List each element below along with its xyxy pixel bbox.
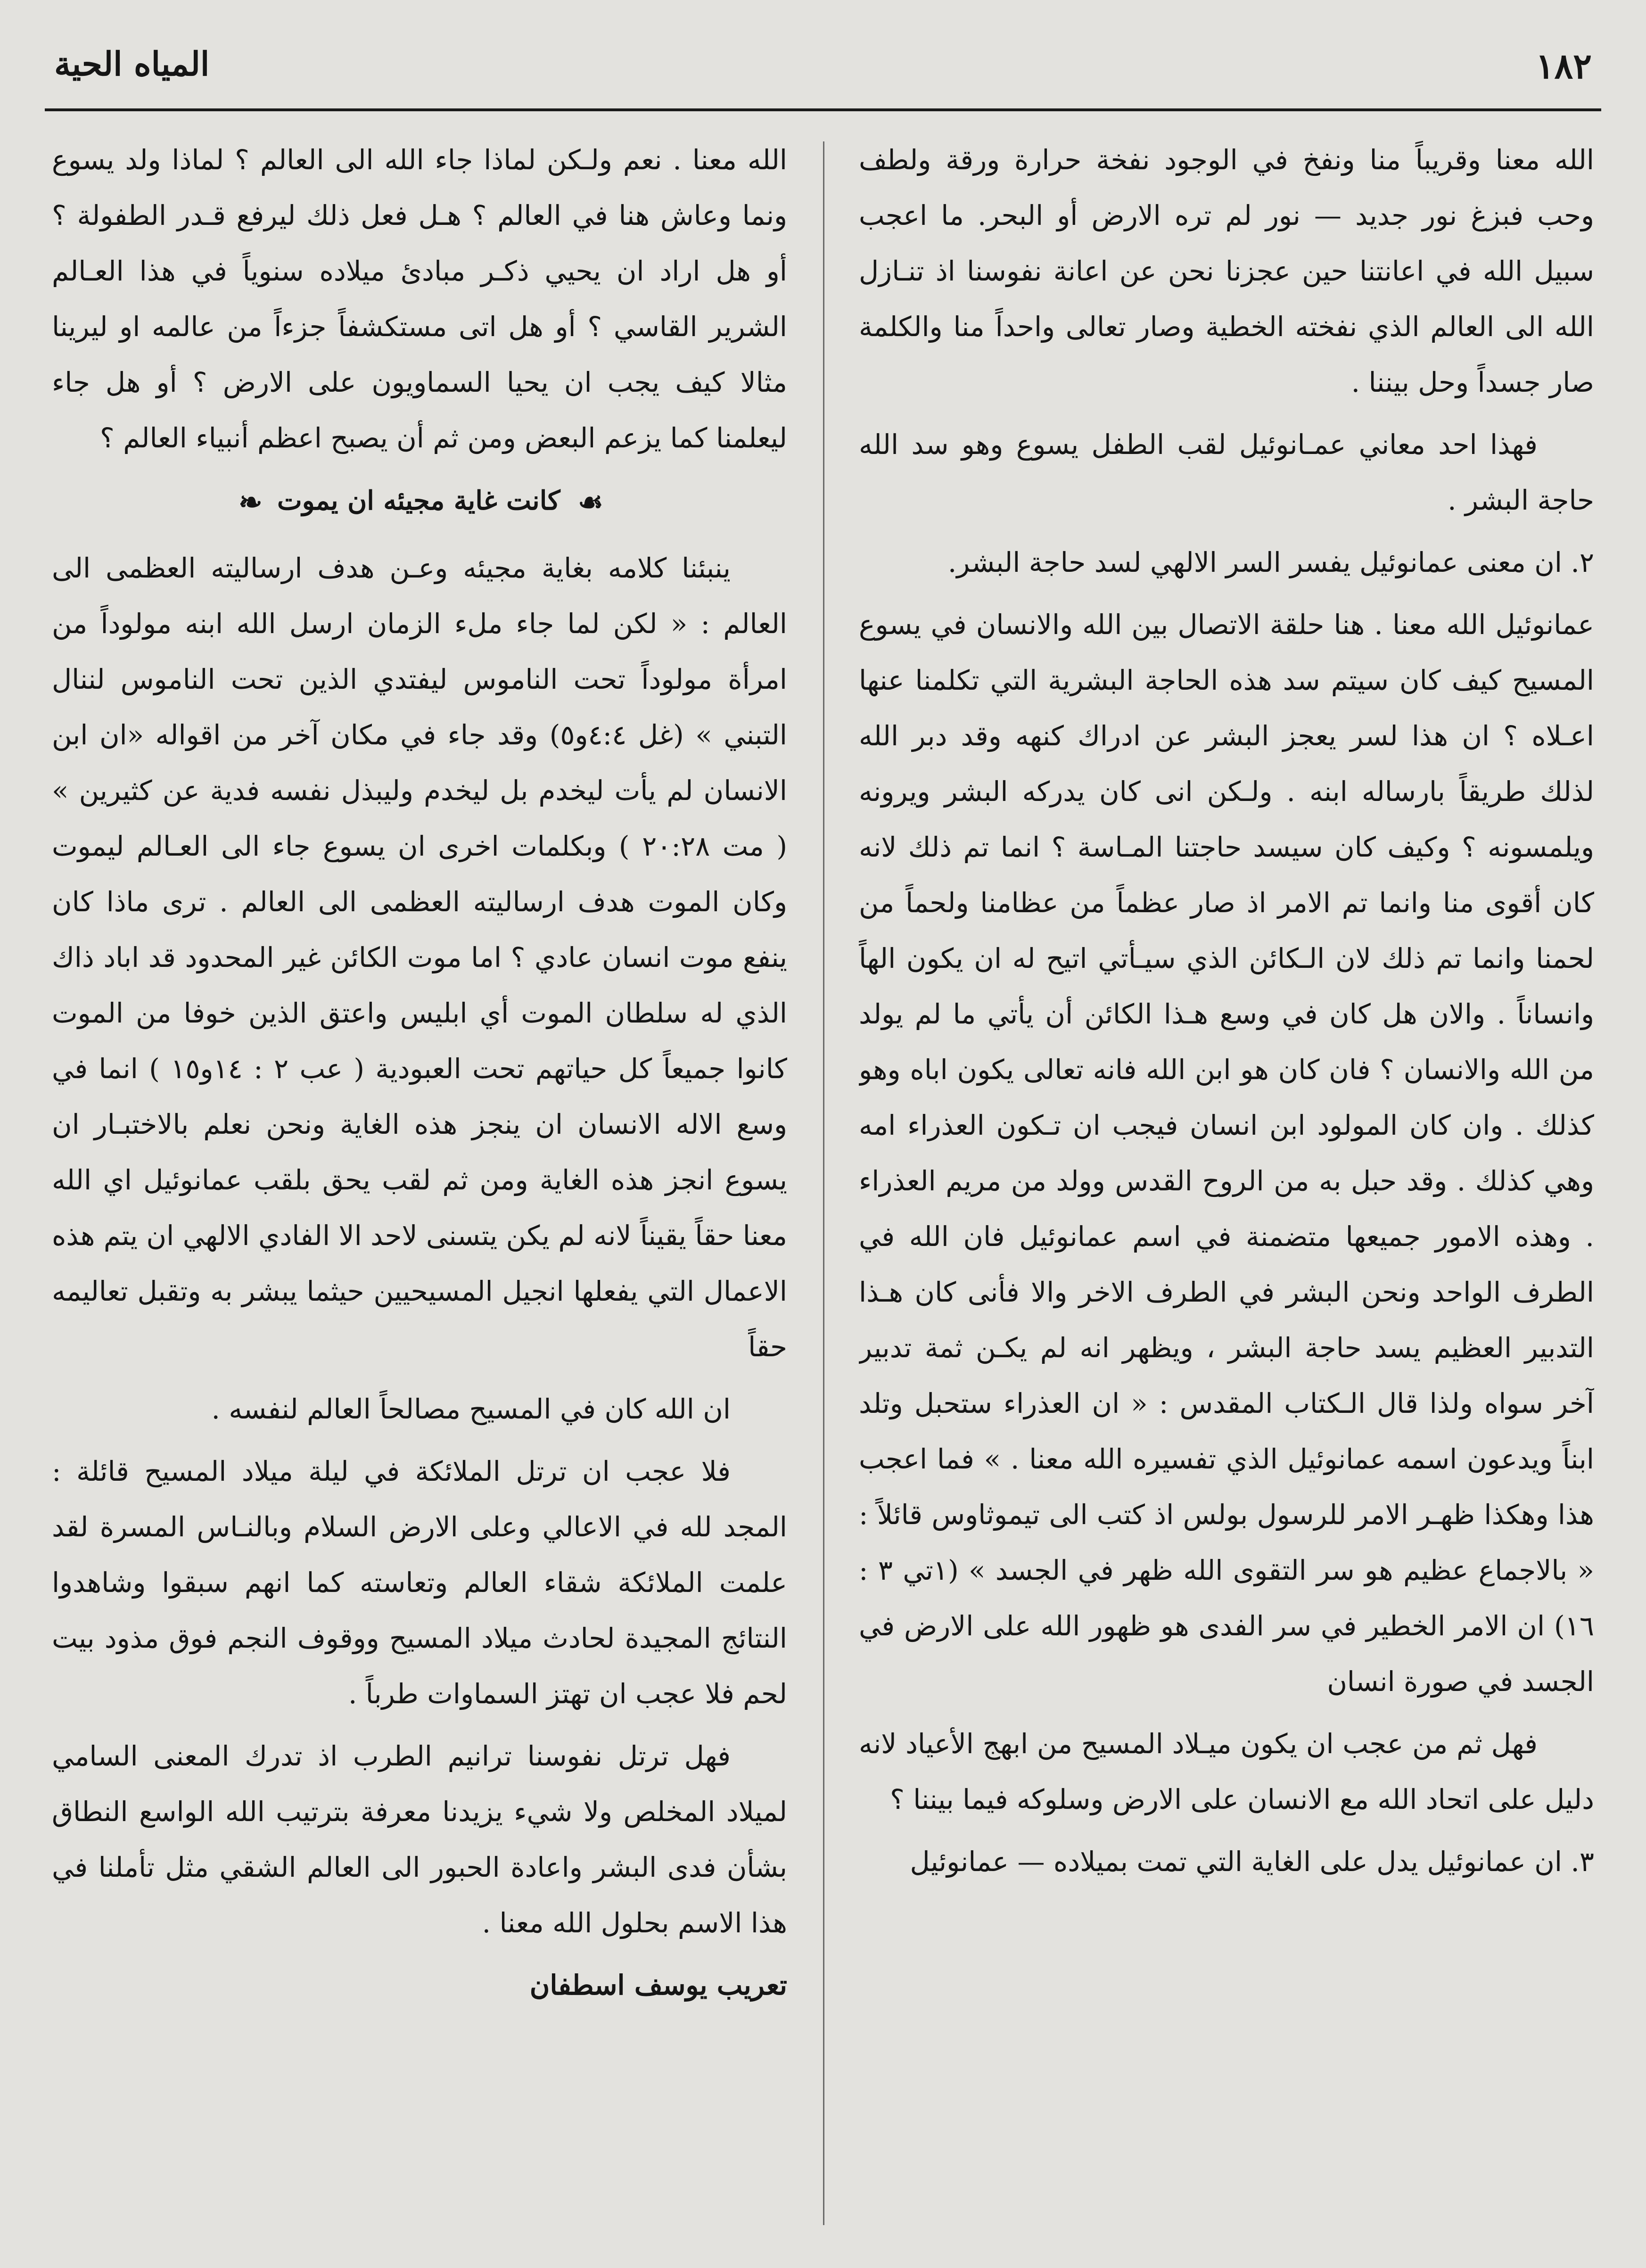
header-rule <box>45 108 1601 111</box>
paragraph: عمانوئيل الله معنا . هنا حلقة الاتصال بين الله والانسان في يسوع المسيح كيف كان سيتم سد هذه الحاجة البشرية التي تكلمنا عنها اعـلاه ؟ ان هذا لسر يعجز البشر عن ادراك كنهه وقد دبر الله لذلك طريقاً بارساله ابنه . ولـكن انى كان يدركه البشر ويرونه ويلمسونه ؟ وكيف كان سيسد حاجتنا المـاسة ؟ انما تم ذلك لانه كان أقوى منا وانما تم الامر اذ صار عظماً من عظامنا ولحماً من لحمنا وانما تم ذلك لان الـكائن الذي سيـأتي اتيح له ان يكون الهاً وانساناً . والان هل كان في وسع هـذا الكائن أن يأتي ما لم يولد من الله والانسان ؟ فان كان هو ابن الله فانه تعالى يكون اباه وهو كذلك . وان كان المولود ابن انسان فيجب ان تـكون العذراء امه وهي كذلك . وقد حبل به من الروح القدس وولد من مريم العذراء . وهذه الامور جميعها متضمنة في اسم عمانوئيل فان الله في الطرف الواحد ونحن البشر في الطرف الاخر والا فأنى كان هـذا التدبير العظيم يسد حاجة البشر ، ويظهر انه لم يكـن ثمة تدبير آخر سواه ولذا قال الـكتاب المقدس : « ان العذراء ستحبل وتلد ابناً ويدعون اسمه عمانوئيل الذي تفسيره الله معنا . » فما اعجب هذا وهكذا ظهـر الامر للرسول بولس اذ كتب الى تيموثاوس قائلاً : « بالاجماع عظيم هو سر التقوى الله ظهر في الجسد » (١تي ٣ : ١٦) ان الامر الخطير في سر الفدى هو ظهور الله على الارض في الجسد في صورة انسان <box>859 609 1594 1698</box>
column-divider <box>823 141 824 2225</box>
numbered-point: ٢. ان معنى عمانوئيل يفسر السر الالهي لسد حاجة البشر. <box>947 546 1594 578</box>
running-title: المياه الحية <box>54 44 210 83</box>
paragraph: ينبئنا كلامه بغاية مجيئه وعـن هدف ارساليته العظمى الى العالم : « لكن لما جاء ملء الزمان ارسل الله ابنه مولوداً من امرأة مولوداً تحت الناموس ليفتدي الذين تحت الناموس لننال التبني » (غل ٤:٤و٥) وقد جاء في مكان آخر من اقواله «ان ابن الانسان لم يأت ليخدم بل ليخدم وليبذل نفسه فدية عن كثيرين » ( مت ٢٠:٢٨ ) وبكلمات اخرى ان يسوع جاء الى العـالم ليموت وكان الموت هدف ارساليته العظمى الى العالم . ترى ماذا كان ينفع موت انسان عادي ؟ اما موت الكائن غير المحدود قد اباد ذاك الذي له سلطان الموت أي ابليس واعتق الذين خوفا من الموت كانوا جميعاً كل حياتهم تحت العبودية ( عب ٢ : ١٤و١٥ ) انما في وسع الاله الانسان ان ينجز هذه الغاية ونحن نعلم بالاختبـار ان يسوع انجز هذه الغاية ومن ثم لقب يحق بلقب عمانوئيل اي الله معنا حقاً يقيناً لانه لم يكن يتسنى لاحد الا الفادي الالهي ان يتم هذه الاعمال التي يفعلها انجيل المسيحيين حيثما يبشر به وتقبل تعاليمه حقاً <box>52 552 787 1363</box>
right-column <box>859 132 1594 2235</box>
numbered-point: ٣. ان عمانوئيل يدل على الغاية التي تمت بميلاده — عمانوئيل <box>910 1846 1594 1878</box>
paragraph: ان الله كان في المسيح مصالحاً العالم لنفسه . <box>211 1393 731 1426</box>
section-heading <box>52 477 787 526</box>
paragraph: الله معنا وقريباً منا ونفخ في الوجود نفخة حرارة ورقة ولطف وحب فبزغ نور جديد — نور لم تره الارض أو البحر. ما اعجب سبيل الله في اعانتنا حين عجزنا نحن عن اعانة نفوسنا اذ تنـازل الله الى العالم الذي نفخته الخطية وصار تعالى واحداً منا والكلمة صار جسداً وحل بيننا . <box>859 144 1594 398</box>
page-header <box>45 41 1601 103</box>
ornament-icon: ❧ <box>239 486 260 520</box>
ornament-icon: ☙ <box>577 486 601 520</box>
paragraph: فهل ثم من عجب ان يكون ميـلاد المسيح من ابهج الأعياد لانه دليل على اتحاد الله مع الانسان على الارض وسلوكه فيما بيننا ؟ <box>859 1728 1594 1815</box>
paragraph: فهذا احد معاني عمـانوئيل لقب الطفل يسوع وهو سد الله حاجة البشر . <box>859 429 1594 516</box>
translator-credit: تعريب يوسف اسطفان <box>529 1969 787 2002</box>
left-column <box>52 132 787 2235</box>
paragraph: الله معنا . نعم ولـكن لماذا جاء الله الى العالم ؟ لماذا ولد يسوع ونما وعاش هنا في العالم ؟ هـل فعل ذلك ليرفع قـدر الطفولة ؟ أو هل اراد ان يحيي ذكـر مبادئ ميلاده سنوياً في هذا العـالم الشرير القاسي ؟ أو هل اتى مستكشفاً جزءاً من عالمه او ليرينا مثالا كيف يجب ان يحيا السماويون على الارض ؟ أو هل جاء ليعلمنا كما يزعم البعض ومن ثم أن يصبح اعظم أنبياء العالم ؟ <box>52 144 787 454</box>
page-number: ١٨٢ <box>1535 46 1592 87</box>
signature-line <box>52 1957 787 2013</box>
paragraph: فلا عجب ان ترتل الملائكة في ليلة ميلاد المسيح قائلة : المجد لله في الاعالي وعلى الارض السلام وبالنـاس المسرة لقد علمت الملائكة شقاء العالم وتعاسته كما انهم سبقوا وشاهدوا النتائج المجيدة لحادث ميلاد المسيح ووقوف النجم فوق مذود بيت لحم فلا عجب ان تهتز السماوات طرباً . <box>52 1455 787 1710</box>
section-heading-text: كانت غاية مجيئه ان يموت <box>277 485 560 516</box>
paragraph: فهل ترتل نفوسنا ترانيم الطرب اذ تدرك المعنى السامي لميلاد المخلص ولا شيء يزيدنا معرفة بترتيب الله الواسع النطاق بشأن فدى البشر واعادة الحبور الى العالم الشقي مثل تأملنا في هذا الاسم بحلول الله معنا . <box>52 1740 787 1939</box>
